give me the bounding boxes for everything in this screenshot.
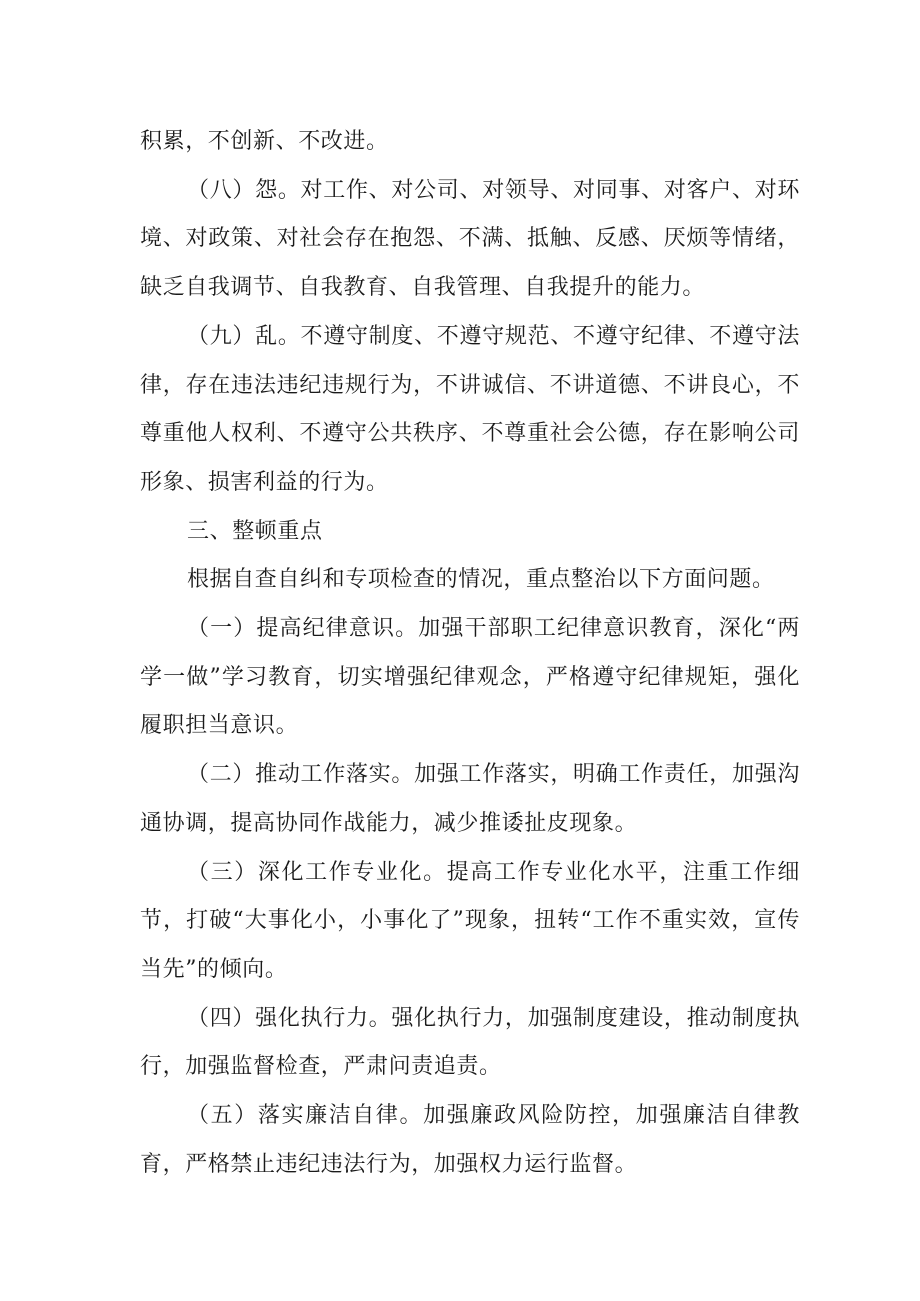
section-heading: 三、整顿重点: [187, 518, 323, 544]
paragraph-focus-3: （三）深化工作专业化。提高工作专业化水平，注重工作细节，打破“大事化小，小事化了”现象，扭转“工作不重实效，宣传当先”的倾向。: [140, 859, 800, 982]
paragraph-intro: 根据自查自纠和专项检查的情况，重点整治以下方面问题。: [187, 567, 775, 593]
paragraph-focus-2: （二）推动工作落实。加强工作落实，明确工作责任，加强沟通协调，提高协同作战能力，减少推诿扯皮现象。: [140, 762, 800, 836]
paragraph-focus-5: （五）落实廉洁自律。加强廉政风险防控，加强廉洁自律教育，严格禁止违纪违法行为，加强权力运行监督。: [140, 1103, 800, 1177]
paragraph-focus-4: （四）强化执行力。强化执行力，加强制度建设，推动制度执行，加强监督检查，严肃问责追责。: [140, 1005, 800, 1080]
document-body: [140, 118, 800, 1189]
paragraph-continuation: 积累，不创新、不改进。: [140, 129, 389, 154]
paragraph-item-9: （九）乱。不遵守制度、不遵守规范、不遵守纪律、不遵守法律，存在违法违纪违规行为，不讲诚信、不讲道德、不讲良心，不尊重他人权利、不遵守公共秩序、不尊重社会公德，存在影响公司形象、损害利益的行为。: [140, 323, 800, 495]
paragraph-focus-1: （一）提高纪律意识。加强干部职工纪律意识教育，深化“两学一做”学习教育，切实增强纪律观念，严格遵守纪律规矩，强化履职担当意识。: [140, 616, 800, 739]
paragraph-item-8: （八）怨。对工作、对公司、对领导、对同事、对客户、对环境、对政策、对社会存在抱怨、不满、抵触、反感、厌烦等情绪，缺乏自我调节、自我教育、自我管理、自我提升的能力。: [140, 177, 800, 301]
